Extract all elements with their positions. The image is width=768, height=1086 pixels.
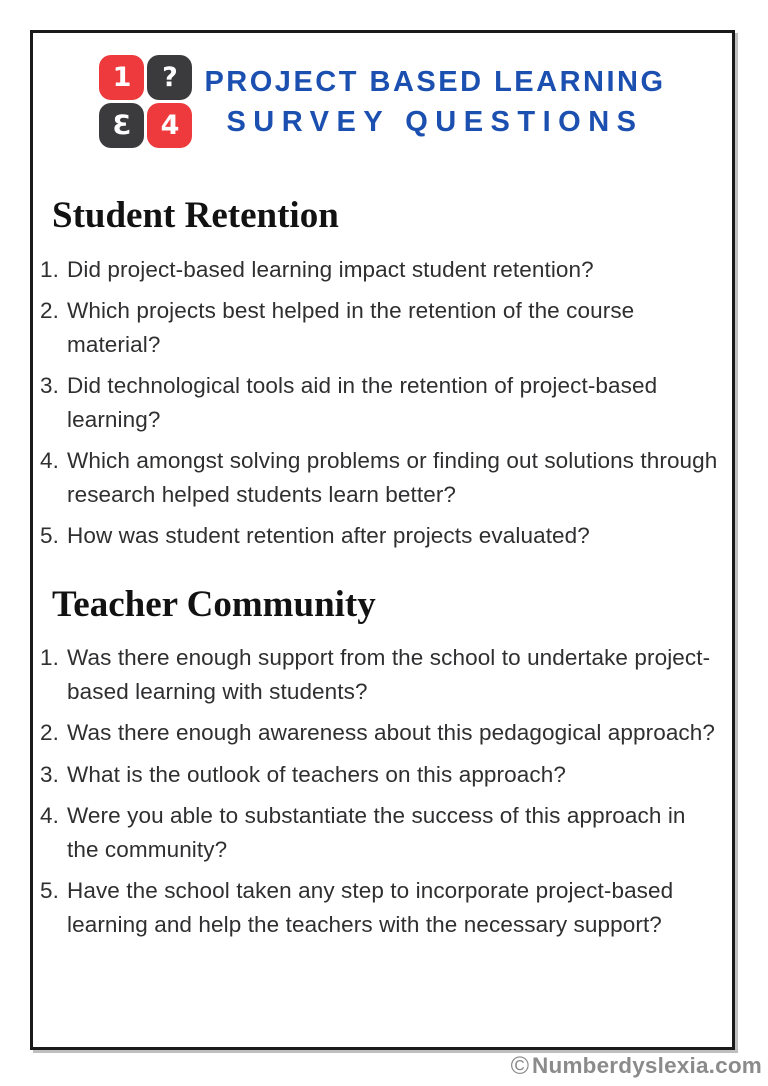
question-item [40, 716, 718, 750]
question-item [40, 874, 718, 941]
header [33, 55, 732, 148]
question-item [40, 294, 718, 361]
logo-tile-label: 4 [160, 110, 180, 141]
logo-tile-4-icon [147, 103, 192, 148]
teacher-community-question-list [40, 641, 718, 941]
copyright-site-name: Numberdyslexia.com [532, 1053, 762, 1078]
question-text: Did project-based learning impact student retention? [67, 256, 594, 282]
question-text: How was student retention after projects evaluated? [67, 523, 590, 549]
question-item [40, 369, 718, 436]
question-text: Was there enough support from the school to undertake project-based learning with students? [67, 645, 711, 704]
logo-tile-label: Ɛ [112, 110, 132, 141]
question-text: Were you able to substantiate the success of this approach in the community? [67, 803, 686, 862]
logo-tile-1-icon [99, 55, 144, 100]
question-text: What is the outlook of teachers on this approach? [67, 761, 566, 787]
question-item [40, 253, 718, 287]
question-item [40, 758, 718, 792]
logo [99, 55, 192, 148]
question-text: Was there enough awareness about this pedagogical approach? [67, 720, 716, 746]
question-text: Have the school taken any step to incorporate project-based learning and help the teachers with the necessary support? [67, 878, 674, 937]
question-item [40, 444, 718, 511]
question-text: Which projects best helped in the retention of the course material? [67, 298, 635, 357]
content-frame [30, 30, 735, 1050]
copyright [511, 1053, 762, 1079]
question-item [40, 519, 718, 553]
logo-tile-reversed-3-icon [99, 103, 144, 148]
question-text: Did technological tools aid in the retention of project-based learning? [67, 373, 658, 432]
logo-tile-label: 1 [112, 62, 132, 93]
section-heading-student-retention: Student Retention [52, 195, 339, 236]
section-heading-teacher-community: Teacher Community [52, 583, 376, 625]
question-item [40, 641, 718, 708]
page-title-line-1: PROJECT BASED LEARNING [204, 65, 666, 98]
student-retention-question-list [40, 253, 718, 553]
question-text: Which amongst solving problems or finding out solutions through research helped students learn better? [67, 448, 718, 507]
question-item [40, 799, 718, 866]
page-title-line-2: SURVEY QUESTIONS [226, 105, 644, 138]
page-title [204, 62, 665, 142]
copyright-icon: © [510, 1051, 530, 1080]
logo-tile-label: ? [162, 62, 178, 93]
logo-tile-question-icon [147, 55, 192, 100]
